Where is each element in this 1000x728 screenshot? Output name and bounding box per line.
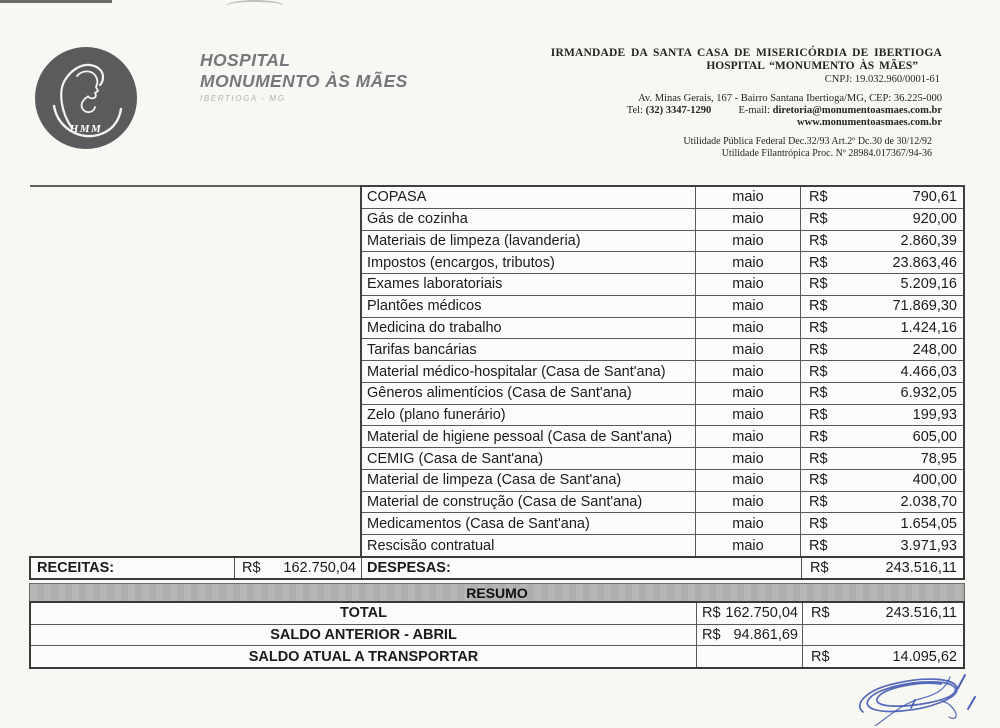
expense-value: 2.038,70 (900, 494, 957, 511)
expense-item-cell: Medicina do trabalho (362, 318, 696, 339)
expense-value: 2.860,39 (900, 232, 957, 249)
expense-item-cell: Gêneros alimentícios (Casa de Sant'ana) (362, 383, 696, 404)
contact-line (551, 105, 942, 117)
expense-row (362, 339, 963, 361)
currency-symbol: R$ (809, 276, 828, 293)
resumo-row-label: SALDO ANTERIOR - ABRIL (31, 625, 697, 646)
website-line: www.monumentoasmaes.com.br (797, 117, 942, 128)
resumo-row (31, 646, 963, 667)
expense-month-cell: maio (696, 513, 801, 534)
currency-symbol: R$ (811, 605, 830, 622)
despesas-label: DESPESAS: (362, 558, 802, 578)
expense-value: 4.466,03 (900, 363, 957, 380)
expense-month-cell: maio (696, 426, 801, 447)
expense-month-cell: maio (696, 448, 801, 469)
expense-month-cell: maio (696, 187, 801, 208)
expense-row (362, 513, 963, 535)
expense-row (362, 535, 963, 556)
resumo-mid-amount-cell (697, 625, 803, 646)
expense-month-cell: maio (696, 209, 801, 230)
currency-symbol: R$ (810, 560, 829, 576)
resumo-right-amount-cell (803, 625, 963, 646)
expense-item-cell: Impostos (encargos, tributos) (362, 252, 696, 273)
resumo-right-amount-cell (803, 603, 963, 624)
expense-month-cell: maio (696, 252, 801, 273)
currency-symbol: R$ (809, 385, 828, 402)
currency-symbol: R$ (809, 211, 828, 228)
resumo-row (31, 603, 963, 625)
letterhead-block (551, 47, 942, 159)
currency-symbol: R$ (809, 254, 828, 271)
currency-symbol: R$ (702, 627, 721, 643)
expense-amount-cell (801, 448, 963, 469)
expense-amount-cell (801, 492, 963, 513)
expense-value: 1.424,16 (900, 319, 957, 336)
expense-month-cell: maio (696, 339, 801, 360)
currency-symbol: R$ (809, 537, 828, 554)
expense-month-cell: maio (696, 470, 801, 491)
resumo-mid-value: 162.750,04 (725, 605, 798, 622)
resumo-row-label: SALDO ATUAL A TRANSPORTAR (31, 646, 697, 667)
expense-value: 3.971,93 (900, 537, 957, 554)
expense-amount-cell (801, 383, 963, 404)
expense-value: 71.869,30 (892, 298, 957, 315)
receitas-amount-cell (235, 558, 362, 578)
expense-value: 5.209,16 (900, 276, 957, 293)
hospital-name-line: HOSPITAL “MONUMENTO ÀS MÃES” (706, 60, 918, 72)
resumo-mid-value: 94.861,69 (733, 627, 798, 643)
brand-block (200, 50, 408, 104)
brand-location: IBERTIOGA - MG (200, 94, 286, 104)
hospital-logo (32, 44, 140, 152)
expense-month-cell: maio (696, 405, 801, 426)
expense-amount-cell (801, 187, 963, 208)
expense-amount-cell (801, 470, 963, 491)
expense-item-cell: Tarifas bancárias (362, 339, 696, 360)
expense-item-cell: COPASA (362, 187, 696, 208)
expense-month-cell: maio (696, 361, 801, 382)
expense-month-cell: maio (696, 383, 801, 404)
expense-item-cell: Material médico-hospitalar (Casa de Sant'ana) (362, 361, 696, 382)
resumo-right-value: 243.516,11 (885, 605, 957, 622)
expense-value: 248,00 (912, 341, 957, 358)
expense-item-cell: Material de limpeza (Casa de Sant'ana) (362, 470, 696, 491)
spacer (551, 129, 942, 136)
currency-symbol: R$ (809, 298, 828, 315)
expense-row (362, 405, 963, 427)
expense-row (362, 318, 963, 340)
expense-amount-cell (801, 318, 963, 339)
expense-month-cell: maio (696, 231, 801, 252)
resumo-table (29, 601, 965, 669)
brand-line-2: MONUMENTO ÀS MÃES (200, 70, 408, 91)
table-top-rule (30, 185, 362, 187)
expense-amount-cell (801, 209, 963, 230)
address-line: Av. Minas Gerais, 167 - Bairro Santana Ibertioga/MG, CEP: 36.225-000 (638, 93, 942, 104)
utilidade-filantropica-line: Utilidade Filantrópica Proc. Nº 28984.017367/94-36 (721, 147, 932, 159)
currency-symbol: R$ (809, 472, 828, 489)
expense-item-cell: Material de construção (Casa de Sant'ana) (362, 492, 696, 513)
expense-amount-cell (801, 339, 963, 360)
utilidade-publica-line: Utilidade Pública Federal Dec.32/93 Art.2º Dc.30 de 30/12/92 (683, 136, 932, 147)
spacer (551, 86, 942, 93)
currency-symbol: R$ (242, 560, 261, 576)
expense-item-cell: Rescisão contratual (362, 535, 696, 556)
expenses-table (360, 185, 965, 558)
currency-symbol: R$ (809, 363, 828, 380)
cnpj-line: CNPJ: 19.032.960/0001-61 (824, 74, 940, 85)
expense-item-cell: Gás de cozinha (362, 209, 696, 230)
expense-value: 199,93 (912, 407, 957, 424)
currency-symbol: R$ (809, 189, 828, 206)
expense-row (362, 383, 963, 405)
resumo-row (31, 625, 963, 647)
currency-symbol: R$ (702, 605, 721, 622)
resumo-right-value: 14.095,62 (892, 648, 957, 665)
expense-value: 6.932,05 (900, 385, 957, 402)
email-label: E-mail: (738, 105, 770, 116)
despesas-value: 243.516,11 (885, 560, 957, 576)
tel-label: Tel: (626, 105, 643, 116)
currency-symbol: R$ (809, 515, 828, 532)
expense-row (362, 274, 963, 296)
expense-item-cell: CEMIG (Casa de Sant'ana) (362, 448, 696, 469)
currency-symbol: R$ (809, 341, 828, 358)
expense-item-cell: Exames laboratoriais (362, 274, 696, 295)
receitas-despesas-row (29, 556, 965, 580)
expense-row (362, 252, 963, 274)
logo-monogram: HMM (69, 123, 103, 135)
expense-value: 605,00 (912, 428, 957, 445)
currency-symbol: R$ (809, 450, 828, 467)
expense-row (362, 296, 963, 318)
expense-value: 400,00 (912, 472, 957, 489)
expense-amount-cell (801, 231, 963, 252)
expense-amount-cell (801, 252, 963, 273)
resumo-right-amount-cell (803, 646, 963, 667)
expense-amount-cell (801, 296, 963, 317)
currency-symbol: R$ (811, 648, 830, 665)
receitas-label: RECEITAS: (31, 558, 235, 578)
currency-symbol: R$ (809, 232, 828, 249)
currency-symbol: R$ (809, 494, 828, 511)
scan-curl-artifact (226, 0, 284, 12)
expense-month-cell: maio (696, 492, 801, 513)
org-name-line: IRMANDADE DA SANTA CASA DE MISERICÓRDIA DE IBERTIOGA (550, 47, 942, 59)
ink-signature (845, 668, 995, 726)
despesas-amount-cell (802, 558, 963, 578)
expense-item-cell: Materiais de limpeza (lavanderia) (362, 231, 696, 252)
expense-row (362, 448, 963, 470)
mother-child-logo-icon (32, 44, 140, 152)
receitas-value: 162.750,04 (283, 560, 356, 576)
expense-month-cell: maio (696, 274, 801, 295)
expense-amount-cell (801, 535, 963, 556)
expense-month-cell: maio (696, 318, 801, 339)
currency-symbol: R$ (809, 407, 828, 424)
expense-amount-cell (801, 361, 963, 382)
expense-amount-cell (801, 405, 963, 426)
expense-item-cell: Medicamentos (Casa de Sant'ana) (362, 513, 696, 534)
currency-symbol: R$ (809, 319, 828, 336)
expense-row (362, 231, 963, 253)
expense-month-cell: maio (696, 296, 801, 317)
expense-value: 78,95 (920, 450, 957, 467)
expense-row (362, 187, 963, 209)
scan-edge-artifact (0, 0, 112, 3)
email-address: diretoria@monumentoasmaes.com.br (772, 105, 942, 116)
signature-icon (845, 668, 995, 726)
resumo-mid-amount-cell (697, 646, 803, 667)
currency-symbol: R$ (809, 428, 828, 445)
expense-row (362, 426, 963, 448)
expense-item-cell: Material de higiene pessoal (Casa de Sant'ana) (362, 426, 696, 447)
expense-amount-cell (801, 274, 963, 295)
expense-value: 790,61 (912, 189, 957, 206)
expense-item-cell: Plantões médicos (362, 296, 696, 317)
expense-value: 1.654,05 (900, 515, 957, 532)
expense-amount-cell (801, 513, 963, 534)
expense-value: 23.863,46 (892, 254, 957, 271)
expense-row (362, 361, 963, 383)
expense-row (362, 209, 963, 231)
resumo-row-label: TOTAL (31, 603, 697, 624)
expense-amount-cell (801, 426, 963, 447)
brand-line-1: HOSPITAL (200, 50, 291, 70)
expense-row (362, 492, 963, 514)
expense-value: 920,00 (912, 211, 957, 228)
expense-item-cell: Zelo (plano funerário) (362, 405, 696, 426)
expense-month-cell: maio (696, 535, 801, 556)
resumo-banner: RESUMO (29, 583, 965, 602)
tel-number: (32) 3347-1290 (645, 105, 712, 116)
expense-row (362, 470, 963, 492)
resumo-mid-amount-cell (697, 603, 803, 624)
